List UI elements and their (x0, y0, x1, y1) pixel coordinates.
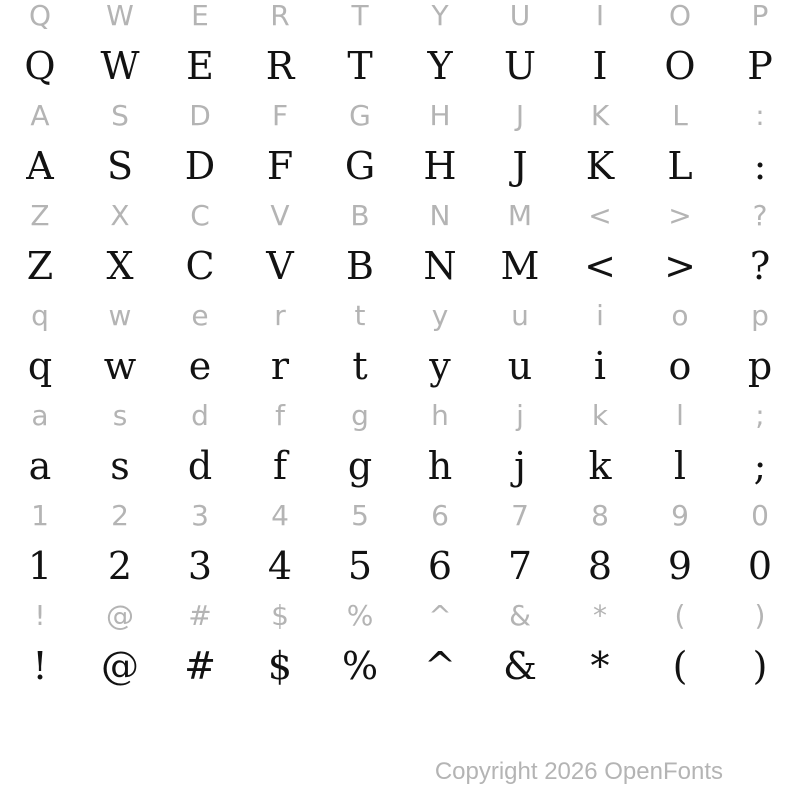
glyph-cell: ( (672, 644, 688, 688)
glyph-cell: w (108, 299, 132, 332)
glyph-row-black-4 (0, 444, 800, 488)
glyph-cell: p (747, 344, 773, 388)
glyph-cell: y (431, 299, 449, 332)
glyph-cell: G (344, 144, 376, 188)
glyph-cell: k (591, 399, 609, 432)
glyph-row-black-5 (0, 544, 800, 588)
glyph-row-gray-3 (0, 299, 800, 332)
glyph-cell: T (347, 44, 373, 88)
glyph-cell: y (429, 344, 451, 388)
glyph-cell: $ (271, 599, 289, 632)
glyph-cell: Z (30, 199, 50, 232)
glyph-cell: V (270, 199, 290, 232)
glyph-row-black-2 (0, 244, 800, 288)
glyph-cell: Q (28, 0, 52, 32)
glyph-cell: p (751, 299, 769, 332)
glyph-cell: D (184, 144, 216, 188)
glyph-cell: P (747, 44, 773, 88)
glyph-cell: 9 (667, 544, 693, 588)
glyph-cell: E (191, 0, 209, 32)
glyph-cell: ^ (428, 599, 452, 632)
glyph-cell: $ (267, 644, 293, 688)
glyph-cell: 9 (671, 499, 689, 532)
glyph-cell: C (190, 199, 210, 232)
glyph-cell: 5 (351, 499, 369, 532)
glyph-cell: F (271, 99, 289, 132)
glyph-cell: B (346, 244, 374, 288)
glyph-cell: S (106, 144, 134, 188)
glyph-cell: a (28, 444, 52, 488)
glyph-cell: Z (26, 244, 54, 288)
glyph-cell: R (265, 44, 295, 88)
glyph-cell: 0 (751, 499, 769, 532)
glyph-cell: @ (101, 644, 139, 688)
glyph-cell: r (270, 344, 290, 388)
glyph-cell: D (189, 99, 211, 132)
glyph-cell: : (755, 99, 765, 132)
glyph-cell: T (351, 0, 369, 32)
glyph-row-gray-6 (0, 599, 800, 632)
glyph-cell: V (266, 244, 294, 288)
glyph-cell: q (27, 344, 53, 388)
glyph-cell: k (588, 444, 612, 488)
glyph-cell: N (429, 199, 451, 232)
glyph-cell: ^ (424, 644, 456, 688)
glyph-cell: o (671, 299, 689, 332)
glyph-cell: F (266, 144, 294, 188)
glyph-cell: % (341, 644, 379, 688)
glyph-cell: 2 (107, 544, 133, 588)
glyph-cell: 4 (267, 544, 293, 588)
glyph-cell: j (514, 444, 526, 488)
glyph-cell: B (350, 199, 370, 232)
glyph-row-gray-4 (0, 399, 800, 432)
glyph-cell: ; (755, 399, 765, 432)
glyph-cell: > (668, 199, 692, 232)
glyph-row-black-1 (0, 144, 800, 188)
glyph-cell: i (593, 344, 607, 388)
glyph-cell: * (593, 599, 607, 632)
glyph-cell: X (106, 244, 134, 288)
glyph-cell: 3 (191, 499, 209, 532)
glyph-cell: L (667, 144, 693, 188)
glyph-cell: q (31, 299, 49, 332)
glyph-cell: e (188, 344, 212, 388)
glyph-cell: * (590, 644, 610, 688)
glyph-cell: u (507, 344, 533, 388)
glyph-cell: I (595, 0, 605, 32)
glyph-cell: O (664, 44, 696, 88)
glyph-cell: j (516, 399, 524, 432)
glyph-row-black-6 (0, 644, 800, 688)
glyph-cell: Y (431, 0, 449, 32)
glyph-cell: K (590, 99, 610, 132)
glyph-cell: h (431, 399, 449, 432)
glyph-cell: % (346, 599, 374, 632)
glyph-cell: C (185, 244, 215, 288)
glyph-cell: t (352, 344, 368, 388)
glyph-cell: K (585, 144, 615, 188)
glyph-cell: 1 (27, 544, 53, 588)
glyph-cell: ) (752, 644, 768, 688)
glyph-cell: & (503, 644, 537, 688)
glyph-cell: l (673, 444, 687, 488)
glyph-cell: h (427, 444, 453, 488)
glyph-cell: J (512, 144, 528, 188)
glyph-cell: X (110, 199, 130, 232)
glyph-cell: f (275, 399, 285, 432)
glyph-cell: ! (32, 644, 48, 688)
glyph-cell: < (584, 244, 616, 288)
glyph-row-gray-5 (0, 499, 800, 532)
glyph-cell: l (676, 399, 684, 432)
glyph-row-black-3 (0, 344, 800, 388)
glyph-cell: Q (24, 44, 56, 88)
glyph-cell: i (596, 299, 604, 332)
glyph-cell: ? (752, 199, 768, 232)
glyph-cell: 6 (431, 499, 449, 532)
glyph-cell: u (511, 299, 529, 332)
glyph-cell: a (31, 399, 49, 432)
glyph-cell: 6 (427, 544, 453, 588)
glyph-cell: d (187, 444, 213, 488)
glyph-cell: E (186, 44, 214, 88)
glyph-cell: < (588, 199, 612, 232)
glyph-cell: 8 (591, 499, 609, 532)
glyph-cell: G (349, 99, 371, 132)
glyph-cell: > (664, 244, 696, 288)
glyph-cell: e (191, 299, 209, 332)
glyph-cell: s (112, 399, 128, 432)
glyph-cell: S (111, 99, 129, 132)
glyph-cell: Y (427, 44, 453, 88)
glyph-cell: A (26, 144, 54, 188)
glyph-row-black-0 (0, 44, 800, 88)
glyph-cell: J (515, 99, 525, 132)
glyph-cell: 7 (511, 499, 529, 532)
glyph-cell: H (423, 144, 457, 188)
glyph-cell: 4 (271, 499, 289, 532)
glyph-cell: : (753, 144, 767, 188)
glyph-cell: w (103, 344, 137, 388)
glyph-cell: R (270, 0, 290, 32)
glyph-cell: g (351, 399, 369, 432)
glyph-cell: 5 (347, 544, 373, 588)
glyph-cell: f (272, 444, 288, 488)
glyph-cell: ( (674, 599, 686, 632)
glyph-cell: M (507, 199, 533, 232)
glyph-cell: & (509, 599, 531, 632)
glyph-cell: ? (749, 244, 771, 288)
glyph-row-gray-0 (0, 2, 800, 30)
glyph-cell: d (191, 399, 209, 432)
glyph-cell: N (423, 244, 457, 288)
glyph-cell: 8 (587, 544, 613, 588)
glyph-cell: A (30, 99, 50, 132)
glyph-cell: r (274, 299, 286, 332)
glyph-cell: 3 (187, 544, 213, 588)
glyph-cell: g (347, 444, 373, 488)
glyph-cell: s (110, 444, 130, 488)
glyph-cell: ! (34, 599, 46, 632)
glyph-cell: 1 (31, 499, 49, 532)
glyph-cell: t (354, 299, 366, 332)
glyph-cell: H (429, 99, 451, 132)
glyph-cell: 7 (507, 544, 533, 588)
glyph-cell: 2 (111, 499, 129, 532)
glyph-cell: # (184, 644, 216, 688)
glyph-cell: @ (106, 599, 134, 632)
glyph-cell: U (503, 44, 537, 88)
glyph-cell: U (509, 0, 531, 32)
glyph-cell: o (668, 344, 692, 388)
glyph-cell: W (100, 44, 140, 88)
copyright-watermark: Copyright 2026 OpenFonts (434, 758, 723, 785)
glyph-cell: # (188, 599, 212, 632)
glyph-cell: ) (754, 599, 766, 632)
glyph-cell: P (751, 0, 769, 32)
glyph-cell: W (106, 0, 134, 32)
glyph-cell: 0 (747, 544, 773, 588)
glyph-cell: ; (753, 444, 767, 488)
glyph-cell: I (592, 44, 608, 88)
glyph-cell: L (672, 99, 688, 132)
glyph-cell: O (668, 0, 692, 32)
glyph-cell: M (500, 244, 540, 288)
glyph-row-gray-2 (0, 199, 800, 232)
glyph-row-gray-1 (0, 99, 800, 132)
